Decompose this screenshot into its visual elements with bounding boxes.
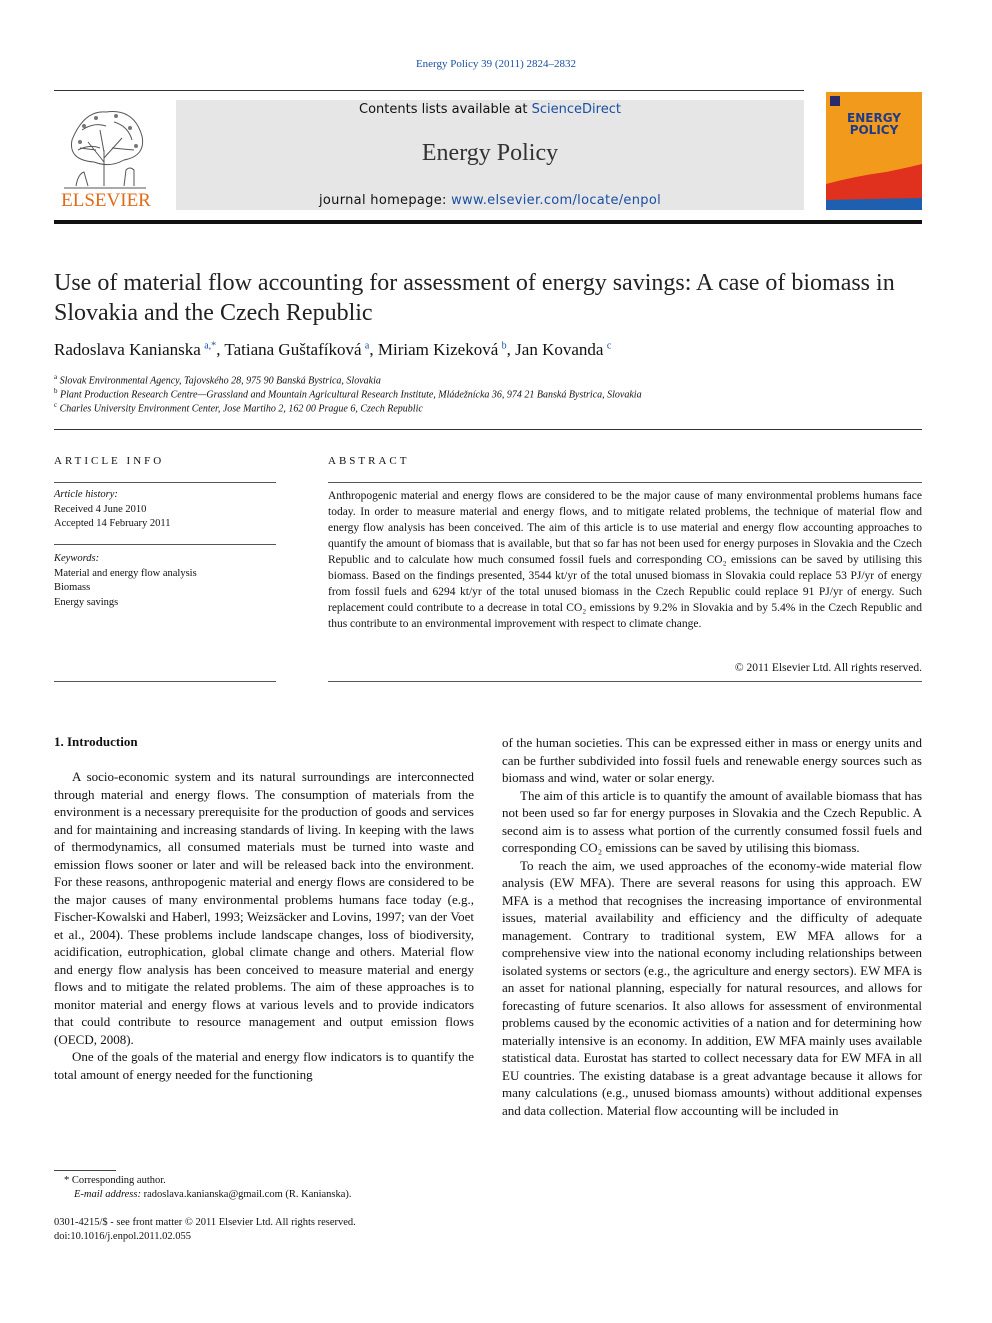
affiliation-mark: c [54, 401, 58, 409]
author-affiliation-mark[interactable]: a [364, 340, 370, 352]
sciencedirect-link[interactable]: ScienceDirect [531, 102, 621, 117]
article-info-divider [54, 681, 276, 682]
keyword: Biomass [54, 582, 91, 593]
article-info-heading: ARTICLE INFO [54, 455, 165, 467]
cover-graphic [826, 162, 922, 210]
body-column-right [502, 734, 922, 1119]
keywords [54, 552, 276, 610]
affiliation-text: Plant Production Research Centre—Grassland and Mountain Agricultural Research Institute, Mládežnícka 36, 974 21 Banská Bystrica, Slovakia [60, 389, 642, 401]
author-name: Tatiana Guštafíková [224, 340, 362, 359]
section-heading: 1. Introduction [54, 734, 138, 749]
elsevier-logo [54, 100, 158, 212]
author-list: Radoslava Kanianska $^{a,*}$, Tatiana Guštafíková $^a$, Miriam Kizeková $^b$, Jan Kovanda $^c$ [54, 340, 612, 359]
keywords-label: Keywords: [54, 553, 100, 564]
author-name: Radoslava Kanianska [54, 340, 201, 359]
homepage-link[interactable]: www.elsevier.com/locate/enpol [451, 193, 661, 208]
elsevier-wordmark: ELSEVIER [61, 190, 151, 211]
contents-availability [176, 102, 804, 117]
affiliation [54, 373, 924, 386]
author-name: Miriam Kizeková [377, 340, 499, 359]
history-label: Article history: [54, 489, 118, 500]
accepted-date: Accepted 14 February 2011 [54, 518, 171, 529]
affiliation-text: Charles University Environment Center, Jose Martiho 2, 162 00 Prague 6, Czech Republic [59, 403, 423, 415]
journal-name: Energy Policy [421, 140, 559, 166]
doi-line[interactable]: doi:10.1016/j.enpol.2011.02.055 [54, 1231, 191, 1242]
abstract-text: Anthropogenic material and energy flows are considered to be the major cause of many environmental problems humans face today. In order to measure material and energy flows, and to mitigate related problems, the technique of material flow and energy flow analysis has been conceived. The aim of this article is to use material and energy flow accounting approaches to quantify the amount of biomass that is available, but that so far has not been used for energy purposes in Slovakia and the Czech Republic and to calculate how much consumed fossil fuels and corresponding CO₂ emissions can be saved by utilising this biomass. Based on the findings presented, 3544 kt/yr of the total unused biomass in Slovakia could replace 53 PJ/yr of energy from fossil fuels and 6294 kt/yr of the total unused biomass in the Czech Republic could replace 91 PJ/yr of energy. Such replacement could contribute to a decrease in total CO₂ emissions by 9.2% in Slovakia and by 5.4% in the Czech Republic and thus contribute to an environmental improvement with respect to climate change. [328, 490, 922, 630]
author-name: Jan Kovanda [515, 340, 604, 359]
affiliation-mark: b [54, 387, 58, 395]
cover-publisher-mark [830, 96, 840, 106]
masthead-divider [54, 90, 804, 91]
body-paragraph: A socio-economic system and its natural surroundings are interconnected through material and energy flows. The consumption of materials from the environment is a necessary prerequisite for the production of goods and services and for maintaining and increasing standards of living. In keeping with the laws of thermodynamics, all consumed materials must be turned into waste and emission flows sooner or later and will be released back into the environment. For these reasons, anthropogenic material and energy flows are considered to be the major causes of many environmental problems humans face today (e.g., Fischer-Kowalski and Haberl, 1993; Weizsäcker and Lovins, 1997; van der Voet et al., 2004). These problems include landscape changes, loss of biodiversity, acidification, eutrophication, global climate change and others. Material flow and energy flow analysis has been conceived to measure material and energy flows and to mitigate the related problems. The aim of these approaches is to monitor material and energy flows at various levels and to provide indicators that could contribute to resource management and output emission flows (OECD, 2008). [54, 769, 474, 1047]
email-address[interactable]: radoslava.kanianska@gmail.com (R. Kanianska). [143, 1189, 352, 1200]
journal-masthead [176, 100, 804, 210]
masthead-thick-rule [54, 220, 922, 224]
abstract-copyright: © 2011 Elsevier Ltd. All rights reserved. [734, 662, 922, 674]
affiliation [54, 387, 924, 400]
affiliation [54, 401, 924, 414]
homepage-prefix: journal homepage: [319, 193, 452, 208]
body-paragraph: To reach the aim, we used approaches of the economy-wide material flow analysis (EW MFA). There are several reasons for using this approach. EW MFA is a method that recognises the increasing importance of environmental issues, material availability and efficiency and the difficulty of adequate management. Contrary to traditional system, EW MFA allows for a comprehensive view into the national economy including relationships between isolated systems or sectors (e.g., the agriculture and energy sectors). EW MFA is an asset for national planning, especially for natural resources, and allows for forecasting of future scenarios. It also allows for assessment of environmental problems caused by the economic activities of a nation and for determining how materially intensive is an economy. In addition, EW MFA mainly uses available statistical data. Eurostat has started to collect necessary data for EW MFA in all EU countries. The existing database is a great advantage because it allows for many calculations (e.g., unused biomass amounts) without additional expenses and data collection. Material flow accounting will be included in [502, 857, 922, 1118]
article-info-divider [54, 544, 276, 545]
email-note [74, 1189, 352, 1200]
journal-citation[interactable]: Energy Policy 39 (2011) 2824–2832 [415, 58, 577, 70]
article-title: Use of material flow accounting for assessment of energy savings: A case of biomass in Slovakia and the Czech Republic [54, 270, 895, 326]
article-info-divider [54, 482, 276, 483]
issn-line: 0301-4215/$ - see front matter © 2011 Elsevier Ltd. All rights reserved. [54, 1217, 356, 1228]
corresponding-author-note: * Corresponding author. [64, 1175, 166, 1186]
email-label: E-mail address: [74, 1189, 141, 1200]
affiliation-text: Slovak Environmental Agency, Tajovského 28, 975 90 Banská Bystrica, Slovakia [59, 375, 381, 387]
abstract-divider [328, 482, 922, 483]
cover-title: ENERGY POLICY [847, 111, 901, 137]
journal-cover [826, 92, 922, 210]
affiliation-divider [54, 429, 922, 430]
body-paragraph: of the human societies. This can be expressed either in mass or energy units and can be further subdivided into fossil fuels and renewable energy sources such as biomass and wind, water or solar energy. [502, 735, 922, 785]
affiliation-mark: a [54, 373, 58, 381]
body-paragraph: The aim of this article is to quantify the amount of available biomass that has not been used so far for energy purposes in Slovakia and the Czech Republic. A second aim is to assess what portion of the currently consumed fossil fuels and corresponding CO₂ emissions can be saved by utilising this biomass. [502, 787, 922, 855]
received-date: Received 4 June 2010 [54, 503, 147, 515]
author-affiliation-mark[interactable]: a,* [204, 340, 217, 352]
keyword: Energy savings [54, 596, 119, 608]
keyword: Material and energy flow analysis [54, 567, 197, 579]
abstract-heading: ABSTRACT [328, 455, 410, 467]
footnote-divider [54, 1170, 116, 1171]
body-column-left [54, 768, 474, 1083]
author-affiliation-mark[interactable]: b [501, 340, 507, 352]
article-history [54, 488, 276, 532]
body-paragraph: One of the goals of the material and energy flow indicators is to quantify the total amount of energy needed for the functioning [54, 1049, 474, 1082]
journal-homepage [176, 193, 804, 208]
contents-prefix: Contents lists available at [359, 102, 532, 117]
abstract-divider [328, 681, 922, 682]
author-affiliation-mark[interactable]: c [606, 340, 612, 352]
